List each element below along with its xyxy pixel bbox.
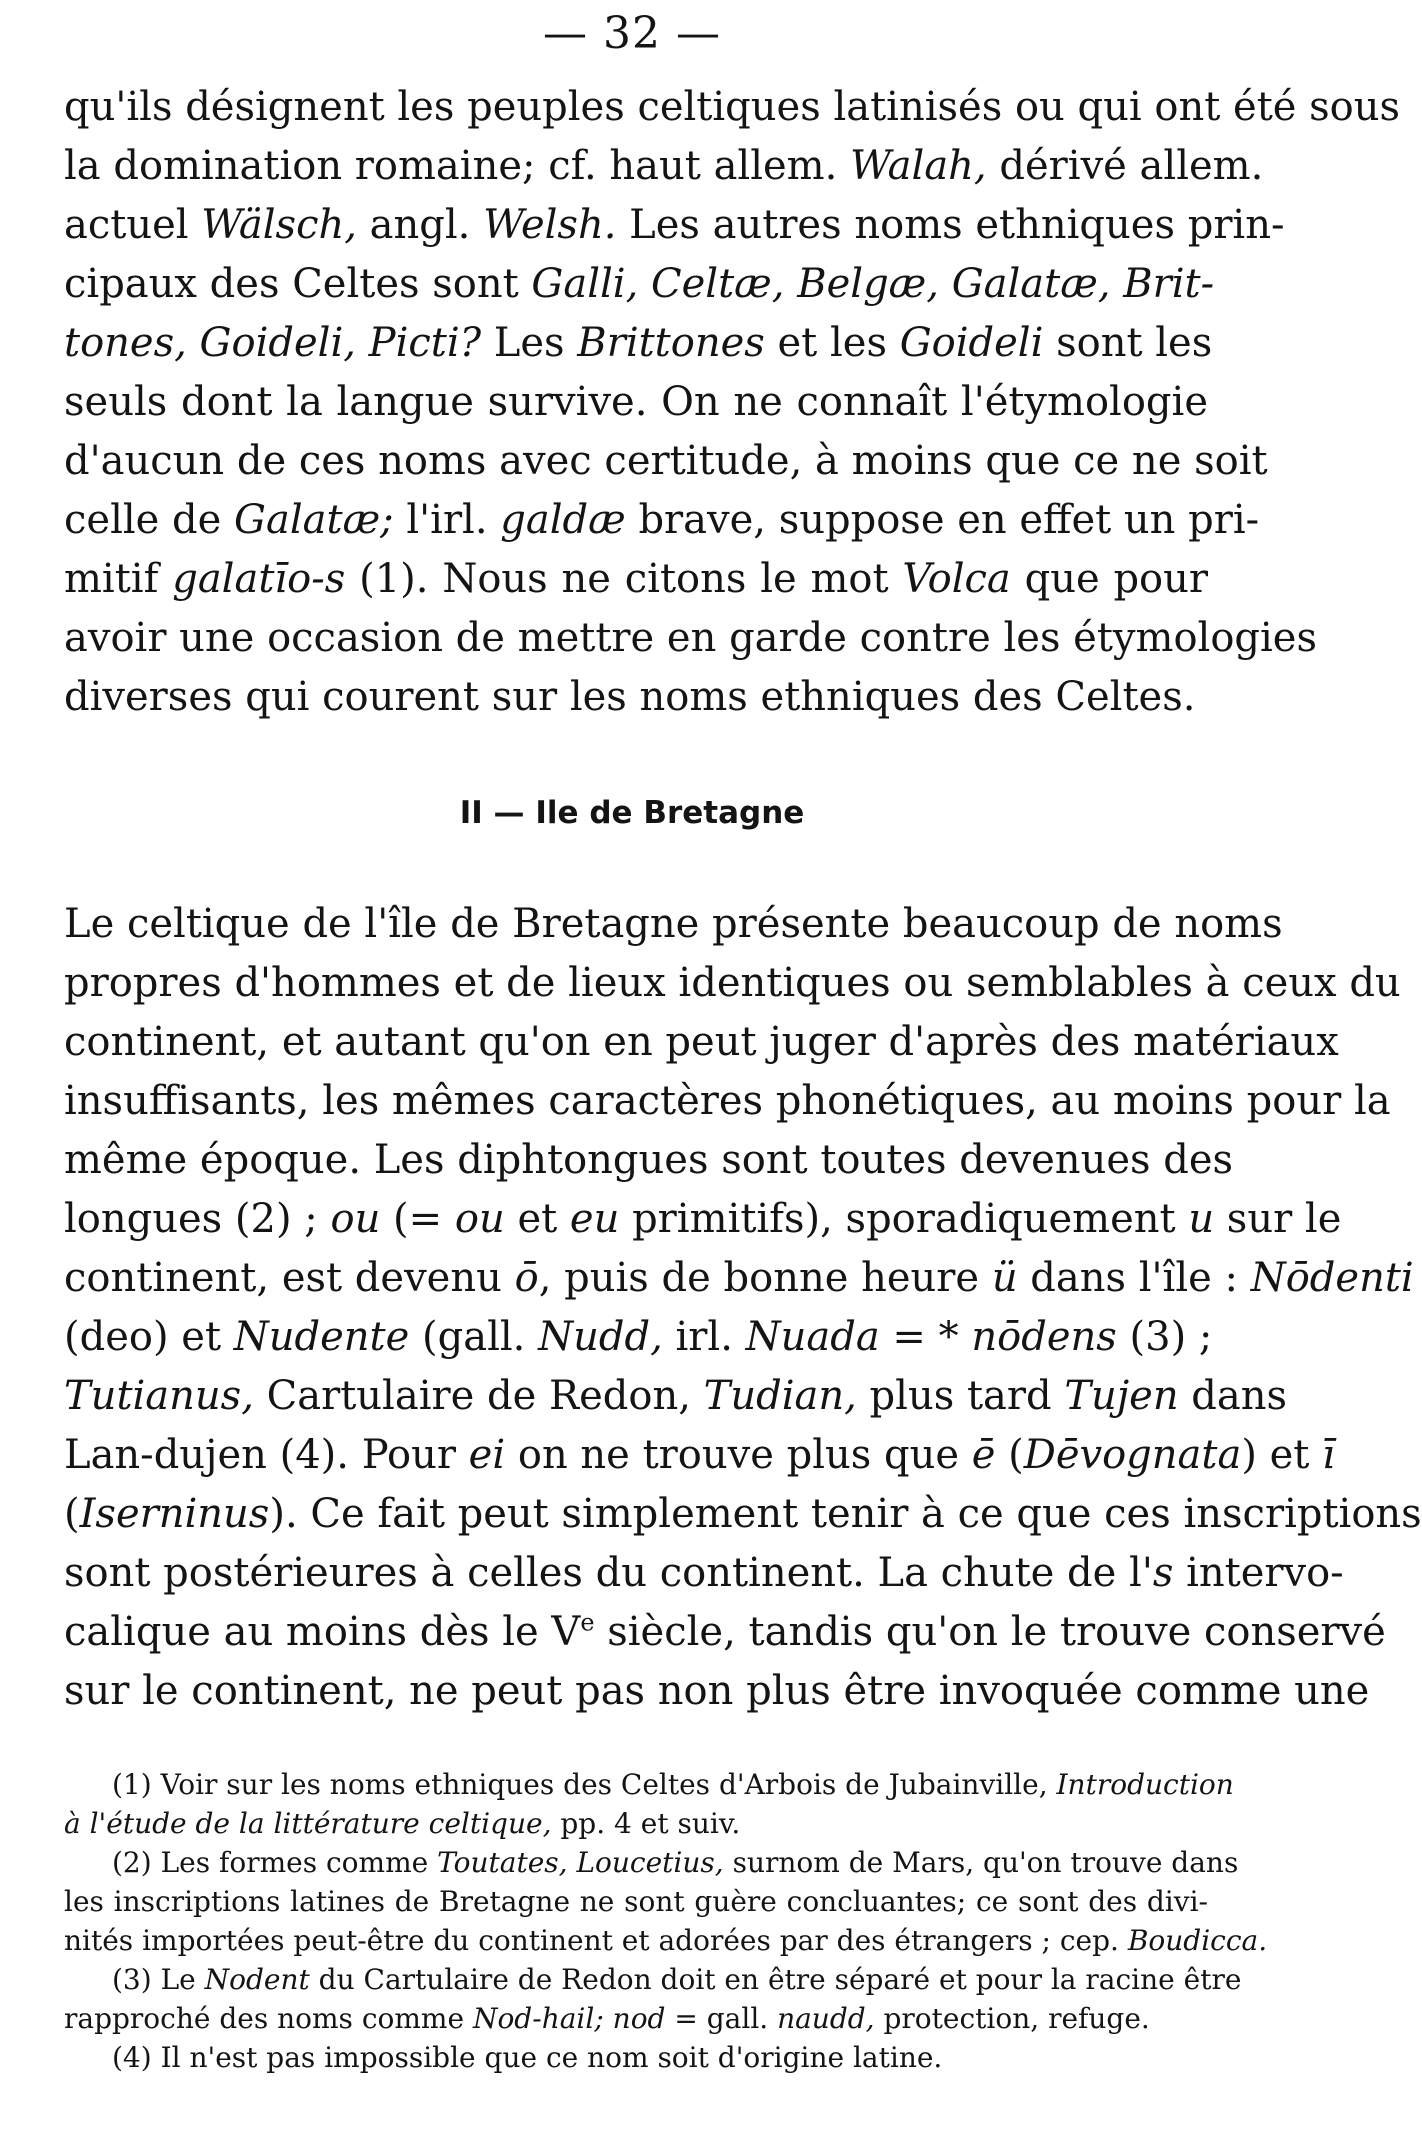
- footnotes: [64, 1765, 1268, 2077]
- footnote-2: [64, 1843, 1268, 1960]
- text-line: (deo) et Nudente (gall. Nudd, irl. Nuada = * nōdens (3) ;: [64, 1314, 1213, 1360]
- text-line: sur le continent, ne peut pas non plus être invoquée comme une: [64, 1668, 1370, 1714]
- text-line: Tutianus, Cartulaire de Redon, Tudian, plus tard Tujen dans: [64, 1373, 1288, 1419]
- text-line: sont postérieures à celles du continent. La chute de l's intervo-: [64, 1550, 1344, 1596]
- footnote-1: [64, 1765, 1234, 1843]
- paragraph-celtic-ethnic-names: [64, 78, 1401, 727]
- text-line: cipaux des Celtes sont Galli, Celtæ, Belgæ, Galatæ, Brit-: [64, 261, 1215, 307]
- text-line: avoir une occasion de mettre en garde contre les étymologies: [64, 615, 1318, 661]
- text-line: qu'ils désignent les peuples celtiques latinisés ou qui ont été sous: [64, 84, 1401, 130]
- footnote-line: nités importées peut-être du continent et adorées par des étrangers ; cep. Boudicca.: [64, 1924, 1268, 1957]
- text-line: insuffisants, les mêmes caractères phonétiques, au moins pour la: [64, 1078, 1391, 1124]
- text-line: mitif galatīo-s (1). Nous ne citons le mot Volca que pour: [64, 556, 1209, 602]
- text-line: diverses qui courent sur les noms ethniques des Celtes.: [64, 674, 1196, 720]
- text-line: seuls dont la langue survive. On ne connaît l'étymologie: [64, 379, 1208, 425]
- section-heading: II — Ile de Bretagne: [459, 795, 805, 831]
- text-line: continent, est devenu ō, puis de bonne heure ü dans l'île : Nōdenti: [64, 1255, 1414, 1301]
- text-line: propres d'hommes et de lieux identiques ou semblables à ceux du: [64, 960, 1401, 1006]
- footnote-3: [64, 1960, 1242, 2038]
- text-line: tones, Goideli, Picti? Les Brittones et les Goideli sont les: [64, 320, 1213, 366]
- footnote-line: (4) Il n'est pas impossible que ce nom soit d'origine latine.: [112, 2041, 943, 2074]
- text-line: longues (2) ; ou (= ou et eu primitifs), sporadiquement u sur le: [64, 1196, 1342, 1242]
- text-line: d'aucun de ces noms avec certitude, à moins que ce ne soit: [64, 438, 1268, 484]
- text-line: celle de Galatæ; l'irl. galdæ brave, suppose en effet un pri-: [64, 497, 1260, 543]
- text-line: même époque. Les diphtongues sont toutes devenues des: [64, 1137, 1234, 1183]
- text-line: Lan-dujen (4). Pour ei on ne trouve plus que ē (Dēvognata) et ī: [64, 1432, 1335, 1478]
- paragraph-ile-de-bretagne: [64, 895, 1422, 1721]
- text-line: continent, et autant qu'on en peut juger d'après des matériaux: [64, 1019, 1339, 1065]
- page-number: — 32 —: [543, 8, 721, 59]
- footnote-4: [64, 2038, 1208, 2077]
- text-line: actuel Wälsch, angl. Welsh. Les autres noms ethniques prin-: [64, 202, 1285, 248]
- text-line: (Iserninus). Ce fait peut simplement tenir à ce que ces inscriptions: [64, 1491, 1422, 1537]
- text-line: Le celtique de l'île de Bretagne présente beaucoup de noms: [64, 901, 1283, 947]
- footnote-line: (3) Le Nodent du Cartulaire de Redon doit en être séparé et pour la racine être: [112, 1963, 1242, 1996]
- text-line: calique au moins dès le Ve siècle, tandis qu'on le trouve conservé: [64, 1608, 1386, 1655]
- text-line: la domination romaine; cf. haut allem. Walah, dérivé allem.: [64, 143, 1264, 189]
- footnote-line: (2) Les formes comme Toutates, Loucetius, surnom de Mars, qu'on trouve dans: [112, 1846, 1239, 1879]
- footnote-line: les inscriptions latines de Bretagne ne sont guère concluantes; ce sont des divi-: [64, 1885, 1208, 1918]
- footnote-line: (1) Voir sur les noms ethniques des Celtes d'Arbois de Jubainville, Introduction: [112, 1768, 1234, 1801]
- footnote-line: rapproché des noms comme Nod-hail; nod = gall. naudd, protection, refuge.: [64, 2002, 1150, 2035]
- footnote-line: à l'étude de la littérature celtique, pp. 4 et suiv.: [64, 1807, 741, 1840]
